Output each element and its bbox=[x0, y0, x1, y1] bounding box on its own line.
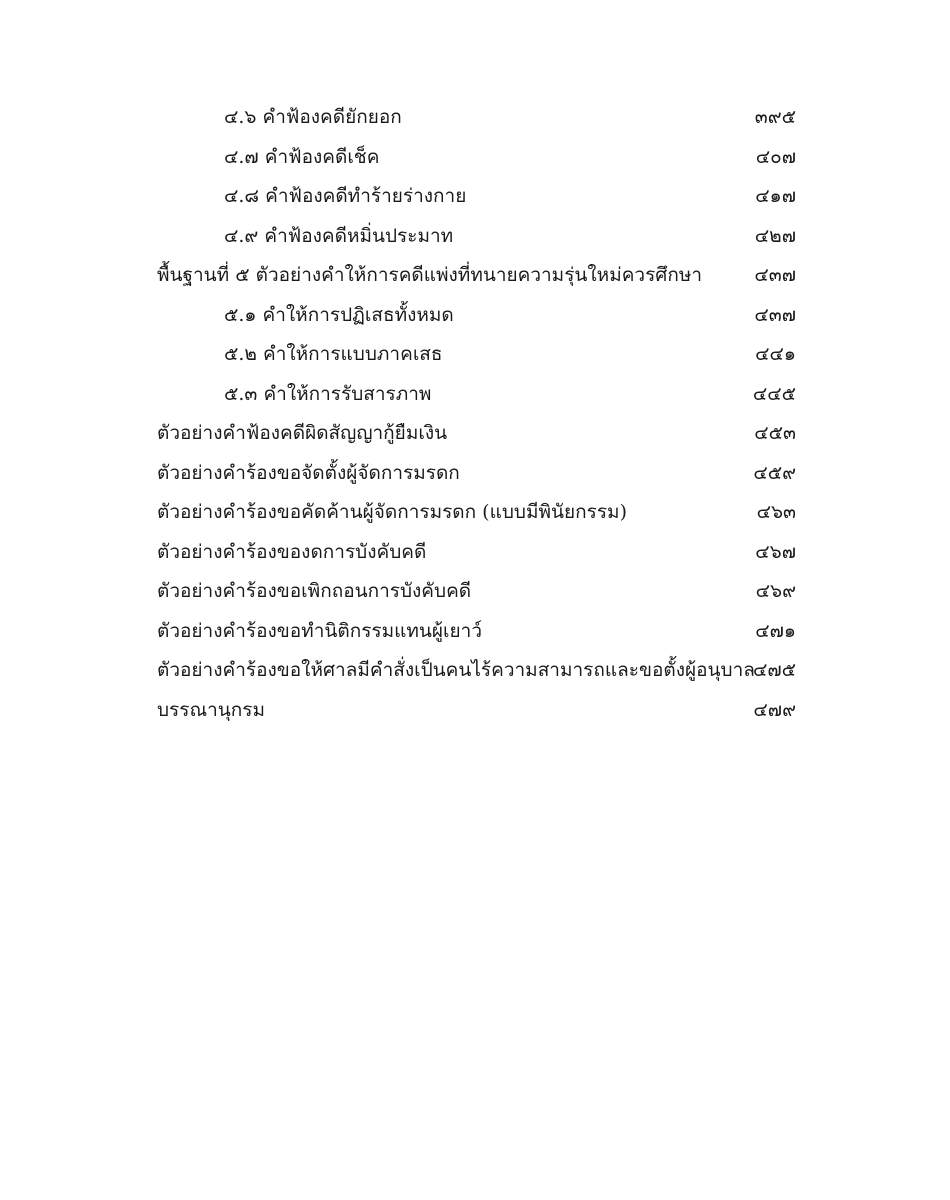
toc-entry-page-number: ๔๓๗ bbox=[754, 303, 796, 326]
toc-entry-page-number: ๔๖๗ bbox=[755, 540, 796, 563]
toc-entry-title: ตัวอย่างคำร้องขอเพิกถอนการบังคับคดี bbox=[157, 580, 472, 602]
table-of-contents bbox=[0, 98, 950, 730]
toc-chapter-entry bbox=[0, 493, 950, 533]
toc-entry-page-number: ๔๖๓ bbox=[756, 501, 796, 523]
toc-entry bbox=[0, 375, 950, 415]
toc-entry-page-number: ๔๗๑ bbox=[755, 619, 796, 642]
toc-entry-title: ตัวอย่างคำร้องขอทำนิติกรรมแทนผู้เยาว์ bbox=[157, 619, 482, 642]
toc-entry-title: ตัวอย่างคำร้องขอจัดตั้งผู้จัดการมรดก bbox=[157, 461, 460, 484]
toc-entry-page-number: ๔๗๕ bbox=[752, 659, 796, 681]
toc-entry-title: พื้นฐานที่ ๕ ตัวอย่างคำให้การคดีแพ่งที่ทนายความรุ่นใหม่ควรศึกษา bbox=[157, 264, 703, 286]
toc-entry-title: ๕.๑ คำให้การปฏิเสธทั้งหมด bbox=[224, 303, 454, 326]
toc-chapter-entry bbox=[0, 612, 950, 652]
toc-entry-title: ตัวอย่างคำร้องขอคัดค้านผู้จัดการมรดก (แบบมีพินัยกรรม) bbox=[157, 501, 627, 523]
toc-entry-page-number: ๓๙๕ bbox=[754, 106, 796, 128]
toc-entry bbox=[0, 335, 950, 375]
toc-entry bbox=[0, 296, 950, 336]
toc-chapter-entry bbox=[0, 572, 950, 612]
toc-entry-page-number: ๔๒๗ bbox=[754, 224, 796, 247]
toc-chapter-entry bbox=[0, 256, 950, 296]
toc-entry-page-number: ๔๗๙ bbox=[753, 698, 796, 721]
toc-entry-page-number: ๔๔๑ bbox=[755, 343, 796, 365]
toc-entry-title: ๕.๒ คำให้การแบบภาคเสธ bbox=[224, 343, 443, 365]
toc-entry-title: ๔.๙ คำฟ้องคดีหมิ่นประมาท bbox=[224, 224, 454, 247]
toc-entry-page-number: ๔๖๙ bbox=[755, 580, 796, 602]
toc-chapter-entry bbox=[0, 533, 950, 573]
toc-entry bbox=[0, 217, 950, 257]
toc-chapter-entry bbox=[0, 454, 950, 494]
toc-entry bbox=[0, 138, 950, 178]
toc-entry-page-number: ๔๑๗ bbox=[755, 185, 796, 207]
toc-entry-title: ตัวอย่างคำร้องขอให้ศาลมีคำสั่งเป็นคนไร้ความสามารถและขอตั้งผู้อนุบาล bbox=[157, 659, 755, 681]
toc-entry-title: ตัวอย่างคำฟ้องคดีผิดสัญญากู้ยืมเงิน bbox=[157, 422, 448, 444]
toc-entry-page-number: ๔๕๓ bbox=[754, 422, 796, 444]
toc-entry-title: บรรณานุกรม bbox=[157, 698, 265, 721]
toc-entry-page-number: ๔๓๗ bbox=[754, 264, 796, 286]
toc-entry-title: ๕.๓ คำให้การรับสารภาพ bbox=[224, 382, 432, 405]
toc-entry-page-number: ๔๐๗ bbox=[755, 145, 796, 168]
toc-entry-title: ตัวอย่างคำร้องของดการบังคับคดี bbox=[157, 540, 427, 563]
toc-chapter-entry bbox=[0, 651, 950, 691]
toc-entry-title: ๔.๘ คำฟ้องคดีทำร้ายร่างกาย bbox=[224, 185, 467, 207]
toc-chapter-entry bbox=[0, 414, 950, 454]
toc-entry bbox=[0, 98, 950, 138]
toc-entry-page-number: ๔๔๕ bbox=[752, 382, 796, 405]
toc-entry-title: ๔.๖ คำฟ้องคดียักยอก bbox=[224, 106, 402, 128]
toc-entry bbox=[0, 177, 950, 217]
toc-chapter-entry bbox=[0, 691, 950, 731]
toc-entry-page-number: ๔๕๙ bbox=[753, 461, 796, 484]
toc-entry-title: ๔.๗ คำฟ้องคดีเช็ค bbox=[224, 145, 380, 168]
